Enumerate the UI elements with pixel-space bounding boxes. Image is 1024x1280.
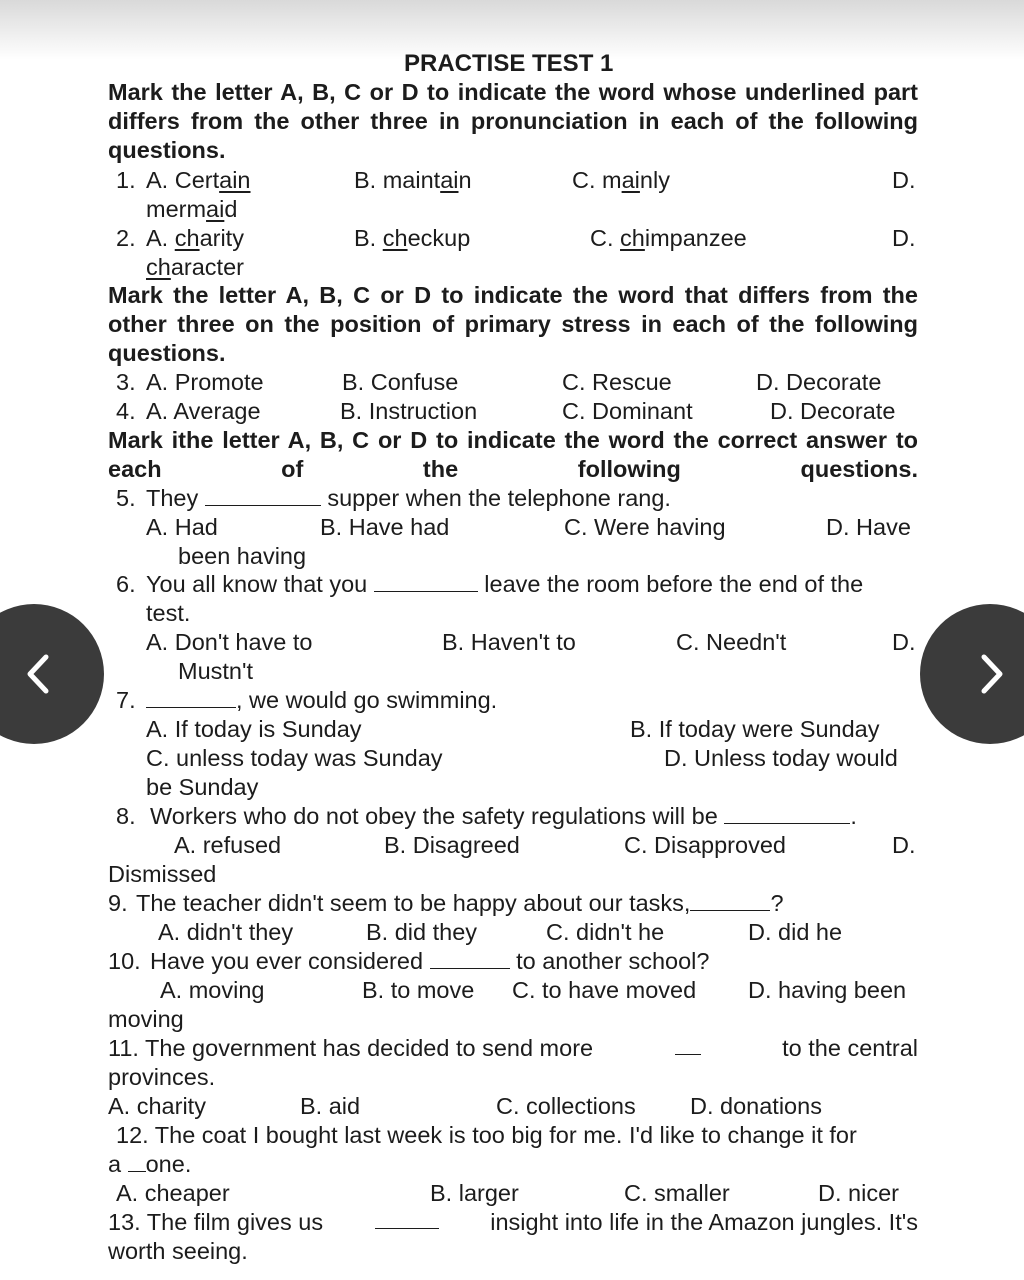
q8-option-b: B. Disagreed [384, 832, 520, 858]
q4-option-c: C. Dominant [562, 398, 693, 424]
q11-stem-cont: provinces. [108, 1064, 216, 1090]
q1-option-b: B. maintain [354, 167, 472, 193]
q10-option-d-cont: moving [108, 1006, 184, 1032]
q13-stem: 13. The film gives us insight into life in the Amazon jungles. It's [108, 1209, 918, 1235]
q2-option-d-label: D. [892, 225, 916, 251]
page-title: PRACTISE TEST 1 [404, 50, 614, 77]
q4-option-b: B. Instruction [340, 398, 478, 424]
q12-option-b: B. larger [430, 1180, 519, 1206]
q6-stem-cont: test. [146, 600, 191, 626]
q5-stem: They supper when the telephone rang. [146, 485, 671, 511]
q1-option-d-label: D. [892, 167, 916, 193]
q6-option-a: A. Don't have to [146, 629, 313, 655]
q8-stem: Workers who do not obey the safety regulations will be . [150, 803, 857, 829]
q3-option-a: A. Promote [146, 369, 264, 395]
q11-option-c: C. collections [496, 1093, 636, 1119]
q3-option-b: B. Confuse [342, 369, 459, 395]
q9-option-d: D. did he [748, 919, 843, 945]
q12-option-d: D. nicer [818, 1180, 899, 1206]
q2-number: 2. [116, 225, 136, 251]
q4-option-a: A. Average [146, 398, 261, 424]
q6-option-b: B. Haven't to [442, 629, 576, 655]
q3-option-d: D. Decorate [756, 369, 882, 395]
q9-number: 9. [108, 890, 128, 916]
q12-stem: 12. The coat I bought last week is too big for me. I'd like to change it for [116, 1122, 857, 1148]
q3-number: 3. [116, 369, 136, 395]
chevron-left-icon [20, 649, 60, 699]
q8-option-d: Dismissed [108, 861, 217, 887]
instruction-stress: Mark the letter A, B, C or D to indicate the word that differs from the other three on the position of primary stress in each of the following questions. [108, 282, 918, 366]
q1-option-d: mermaid [146, 196, 238, 222]
q10-option-a: A. moving [160, 977, 265, 1003]
q6-option-d: Mustn't [178, 658, 254, 684]
q6-option-d-label: D. [892, 629, 916, 655]
q5-option-d: D. Have [826, 514, 911, 540]
q5-option-b: B. Have had [320, 514, 450, 540]
q8-option-a: A. refused [174, 832, 282, 858]
q7-option-c: C. unless today was Sunday [146, 745, 443, 771]
instruction-grammar: Mark ithe letter A, B, C or D to indicate the word the correct answer to each of the following questions. [108, 427, 918, 482]
q4-option-d: D. Decorate [770, 398, 896, 424]
instruction-pronunciation: Mark the letter A, B, C or D to indicate the word whose underlined part differs from the other three in pronunciation in each of the following questions. [108, 79, 918, 163]
q6-stem: You all know that you leave the room before the end of the [146, 571, 864, 597]
q13-stem-cont: worth seeing. [108, 1238, 248, 1264]
q9-option-c: C. didn't he [546, 919, 665, 945]
q7-option-d: D. Unless today would [664, 745, 898, 771]
q2-option-b: B. checkup [354, 225, 471, 251]
q9-option-a: A. didn't they [158, 919, 294, 945]
q2-option-a: A. charity [146, 225, 244, 251]
q2-option-d: character [146, 254, 244, 280]
q7-option-a: A. If today is Sunday [146, 716, 362, 742]
q7-option-d-cont: be Sunday [146, 774, 259, 800]
q5-number: 5. [116, 485, 136, 511]
q5-option-d-cont: been having [178, 543, 307, 569]
q9-option-b: B. did they [366, 919, 478, 945]
q10-option-c: C. to have moved [512, 977, 697, 1003]
q11-option-d: D. donations [690, 1093, 822, 1119]
q11-option-a: A. charity [108, 1093, 206, 1119]
q10-option-d: D. having been [748, 977, 907, 1003]
q4-number: 4. [116, 398, 136, 424]
q7-option-b: B. If today were Sunday [630, 716, 880, 742]
chevron-right-icon [970, 649, 1010, 699]
q3-option-c: C. Rescue [562, 369, 672, 395]
q10-option-b: B. to move [362, 977, 475, 1003]
q8-option-c: C. Disapproved [624, 832, 786, 858]
q8-number: 8. [116, 803, 136, 829]
q5-option-c: C. Were having [564, 514, 726, 540]
q6-number: 6. [116, 571, 136, 597]
q10-stem: Have you ever considered to another school? [150, 948, 710, 974]
q1-option-c: C. mainly [572, 167, 670, 193]
q7-stem: , we would go swimming. [146, 686, 497, 715]
q8-option-d-label: D. [892, 832, 916, 858]
q11-option-b: B. aid [300, 1093, 361, 1119]
q6-option-c: C. Needn't [676, 629, 787, 655]
q1-number: 1. [116, 167, 136, 193]
q5-option-a: A. Had [146, 514, 218, 540]
q2-option-c: C. chimpanzee [590, 225, 747, 251]
q12-option-a: A. cheaper [116, 1180, 230, 1206]
q7-number: 7. [116, 687, 136, 713]
q9-stem: The teacher didn't seem to be happy about our tasks, ? [136, 890, 784, 916]
q12-stem-cont: a one. [108, 1151, 192, 1177]
q1-option-a: A. Certain [146, 167, 251, 193]
q10-number: 10. [108, 948, 141, 974]
q11-stem: 11. The government has decided to send more to the central [108, 1035, 918, 1061]
q12-option-c: C. smaller [624, 1180, 730, 1206]
